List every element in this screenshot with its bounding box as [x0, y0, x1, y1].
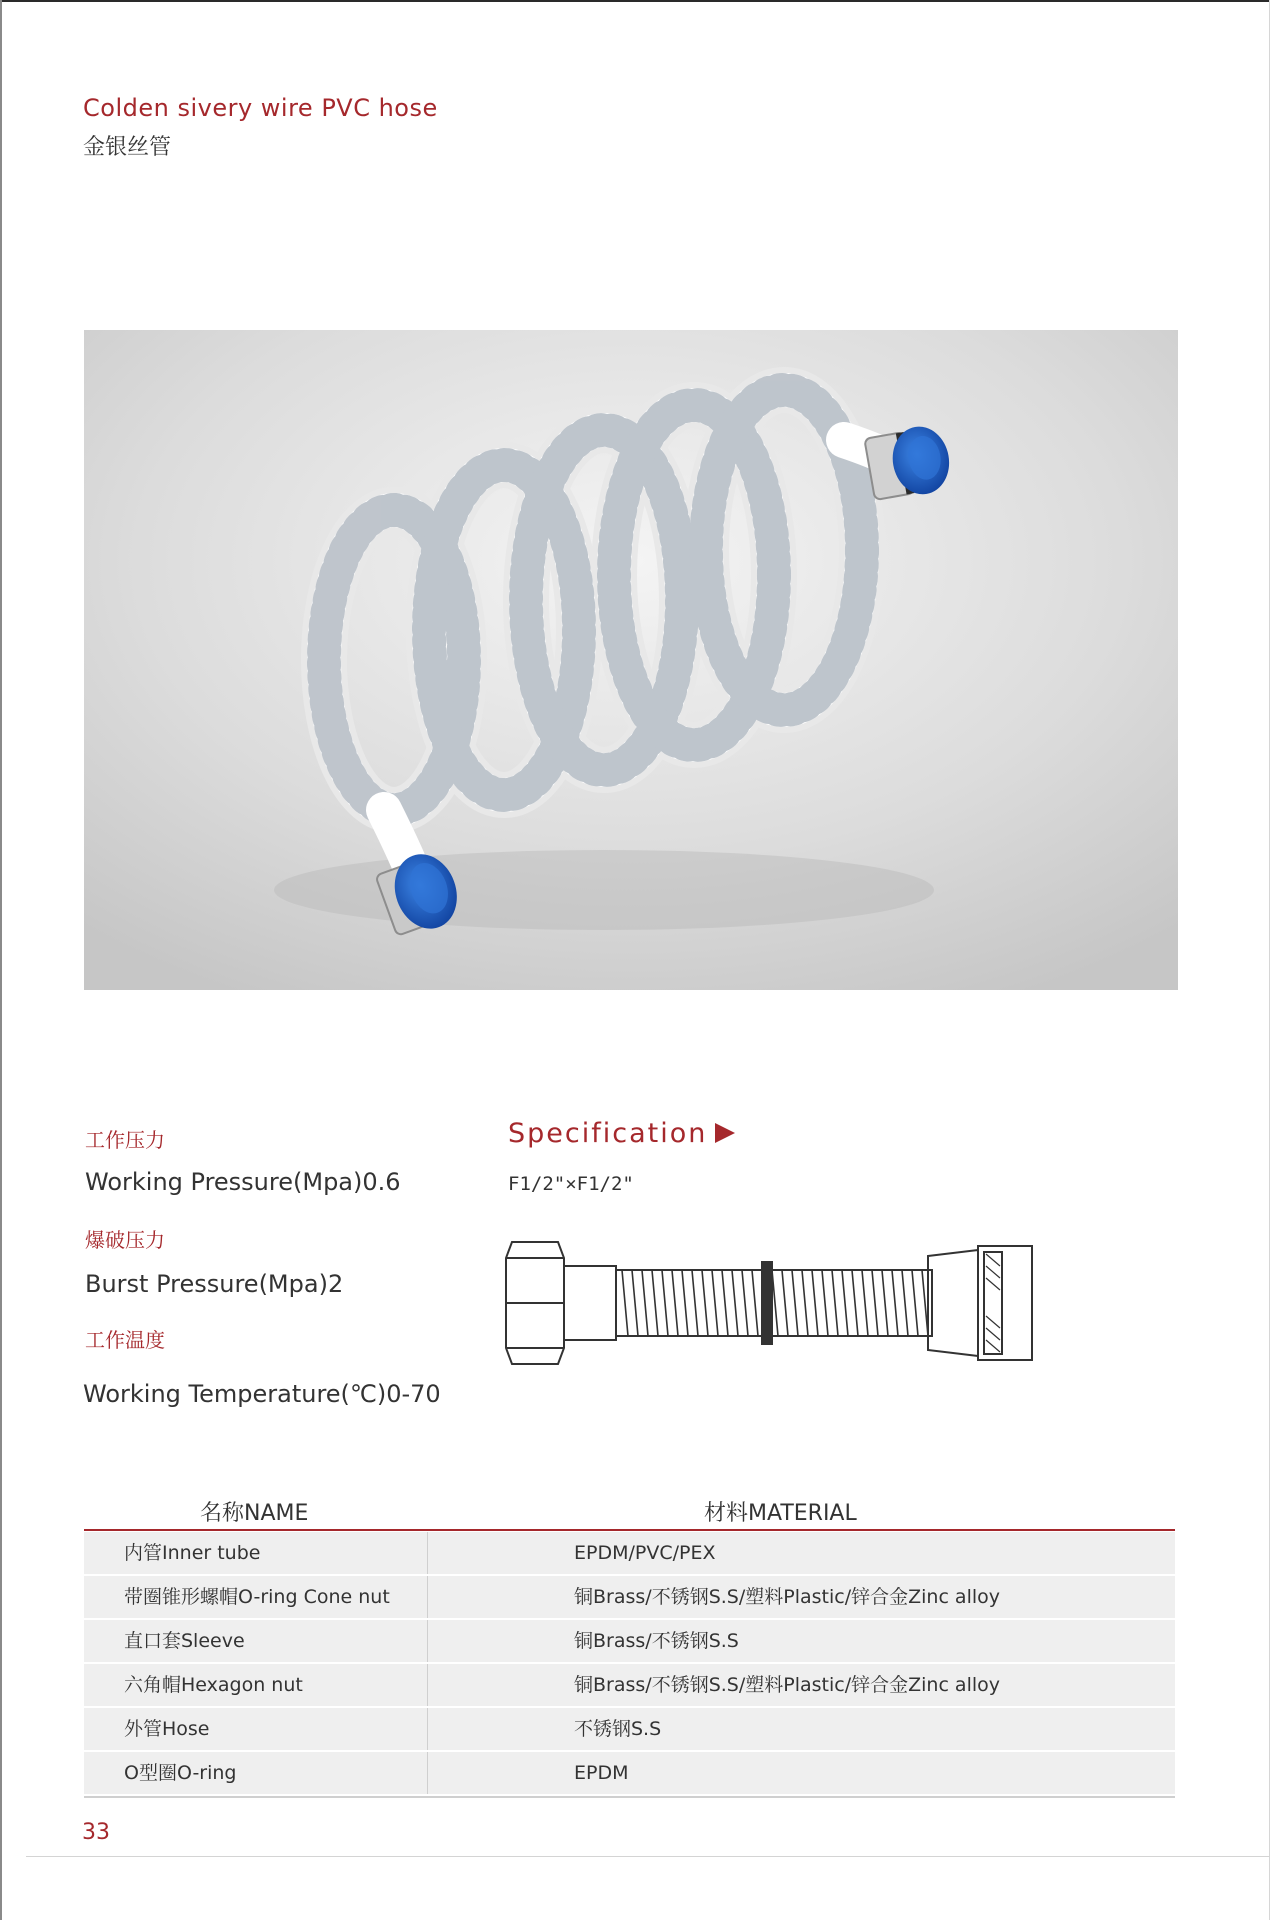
table-cell-material: EPDM	[574, 1762, 629, 1784]
table-row	[84, 1620, 1175, 1664]
table-cell-name: O型圈O-ring	[84, 1752, 428, 1794]
table-cell-material: EPDM/PVC/PEX	[574, 1542, 716, 1564]
product-title-cn: 金银丝管	[83, 135, 172, 160]
table-cell-material: 铜Brass/不锈钢S.S/塑料Plastic/锌合金Zinc alloy	[574, 1674, 1000, 1696]
table-cell-material: 不锈钢S.S	[574, 1718, 662, 1740]
page-frame-left	[0, 0, 2, 1920]
page-frame-top	[0, 0, 1270, 2]
burst-pressure-value: Burst Pressure(Mpa)2	[85, 1270, 344, 1298]
table-row	[84, 1752, 1175, 1796]
table-cell-name: 直口套Sleeve	[84, 1620, 428, 1662]
specification-size: F1/2"×F1/2"	[508, 1173, 634, 1195]
working-pressure-value: Working Pressure(Mpa)0.6	[85, 1168, 401, 1196]
table-header-divider	[84, 1529, 1175, 1531]
materials-table	[84, 1532, 1175, 1798]
table-header-name: 名称NAME	[200, 1501, 309, 1526]
table-cell-name: 内管Inner tube	[84, 1532, 428, 1574]
hose-technical-drawing	[504, 1236, 1036, 1374]
table-row	[84, 1576, 1175, 1620]
table-cell-name: 外管Hose	[84, 1708, 428, 1750]
table-bottom-divider	[84, 1796, 1175, 1798]
table-cell-name: 六角帽Hexagon nut	[84, 1664, 428, 1706]
working-temperature-label-cn: 工作温度	[85, 1328, 165, 1352]
product-photo	[84, 330, 1178, 990]
page-number: 33	[82, 1820, 110, 1845]
table-row	[84, 1664, 1175, 1708]
burst-pressure-label-cn: 爆破压力	[85, 1228, 165, 1252]
specification-heading	[508, 1118, 735, 1149]
table-header-material: 材料MATERIAL	[704, 1501, 857, 1526]
specification-title: Specification	[508, 1118, 708, 1149]
play-arrow-icon	[715, 1123, 735, 1143]
table-cell-material: 铜Brass/不锈钢S.S	[574, 1630, 739, 1652]
working-pressure-label-cn: 工作压力	[85, 1128, 165, 1152]
working-temperature-value: Working Temperature(℃)0-70	[83, 1380, 441, 1408]
table-row	[84, 1532, 1175, 1576]
table-row	[84, 1708, 1175, 1752]
table-cell-material: 铜Brass/不锈钢S.S/塑料Plastic/锌合金Zinc alloy	[574, 1586, 1000, 1608]
product-title-en: Colden sivery wire PVC hose	[83, 94, 438, 122]
table-cell-name: 带圈锥形螺帽O-ring Cone nut	[84, 1576, 428, 1618]
footer-divider	[26, 1856, 1270, 1857]
